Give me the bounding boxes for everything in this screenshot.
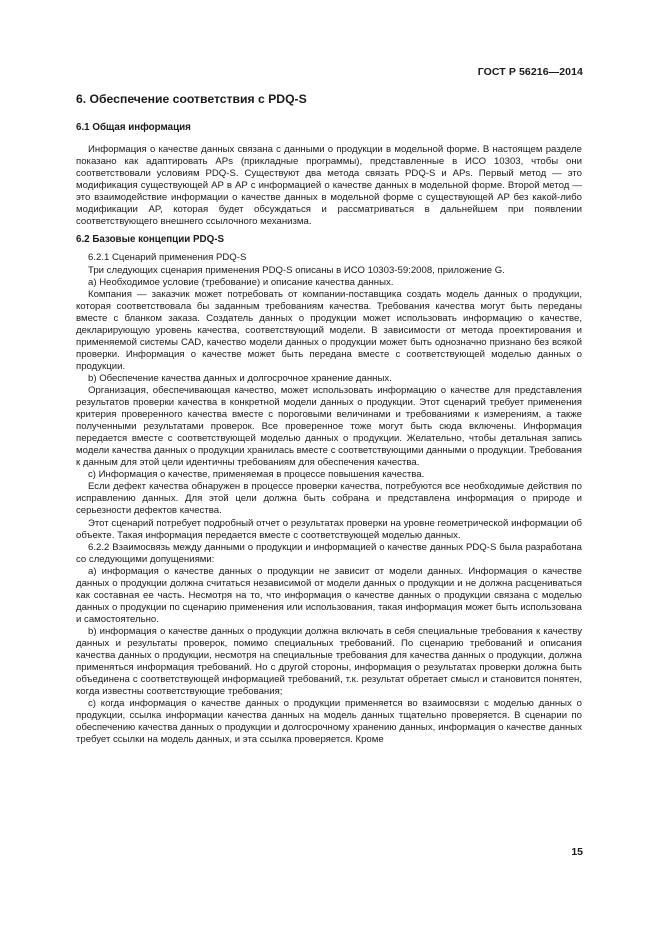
list-item: а) информация о качестве данных о продукции не зависит от модели данных. Информация о качестве данных о продукции должна считаться независимой от модели данных о продукции и не должна расцениваться как составная ее часть. Несмотря на то, что информация о качестве данных о продукции связана с моделью данных о продукции по сценарию применения или использования, такая информация может быть использована и самостоятельно. xyxy=(76,565,582,625)
subsection-title-6-1: 6.1 Общая информация xyxy=(76,122,191,134)
subsection-title-6-2: 6.2 Базовые концепции PDQ-S xyxy=(76,234,225,246)
paragraph: 6.2.2 Взаимосвязь между данными о продукции и информацией о качестве данных PDQ-S была разработана со следующими допущениями: xyxy=(76,541,582,565)
paragraph: Три следующих сценария применения PDQ-S описаны в ИСО 10303-59:2008, приложение G. xyxy=(88,264,505,276)
list-item: b) информация о качестве данных о продукции должна включать в себя специальные требования к качеству данных и результаты проверок, помимо специальных требований. По сценарию требований и описания качества данных о продукции, несмотря на специальные требования для качества данных о продукции, должна применяться информация требований. Но с другой стороны, информация о результатах проверки должна быть объединена с соответствующей информацией требований, т.к. результат обретает смысл и становится понятен, когда известны соответствующие требования; xyxy=(76,625,582,698)
paragraph: Компания — заказчик может потребовать от компании-поставщика создать модель данных о продукции, которая соответствовала бы заданным требованиям качества. Требования качества могут быть переданы вместе с бланком заказа. Создатель данных о продукции может использовать информацию о качестве, декларирующую уровень качества, соответствующий модели. В зависимости от метода проектирования и применяемой системы CAD, качество модели данных о продукции может быть однозначно признано без всякой проверки. Информация о качестве может быть передана вместе с соответствующей моделью данных о продукции. xyxy=(76,288,582,372)
paragraph: Информация о качестве данных связана с данными о продукции в модельной форме. В настоящем разделе показано как адаптировать APs (прикладные программы), представленные в ИСО 10303, чтобы они соответствовали условиям PDQ-S. Существуют два метода связать PDQ-S и APs. Первый метод — это модификация существующей AP в AP с информацией о качестве данных в модельной форме. Второй метод — это взаимодействие информации о качестве данных в модельной форме с существующей AP без какой-либо модификации AP, которая будет обсуждаться и рассматриваться в дальнейшем при появлении соответствующего внешнего ссылочного механизма. xyxy=(76,144,582,228)
list-item: c) когда информация о качестве данных о продукции применяется во взаимосвязи с моделью данных о продукции, ссылка информации качества данных на модель данных тщательно проверяется. В сценарии по обеспечению качества данных о продукции и долгосрочному хранению данных, информация о качестве данных требует ссылки на модель данных, и эта ссылка проверяется. Кроме xyxy=(76,698,582,746)
paragraph: Организация, обеспечивающая качество, может использовать информацию о качестве для представления результатов проверки качества в конкретной модели данных о продукции. Этот сценарий требует применения критерия проверенного качества вместе с пороговыми величинами и требованиями к измерениям, а также полученными результатами проверок. Все проверенное тоже могут быть сюда включены. Информация передается вместе с соответствующей моделью данных о продукции. Желательно, чтобы детальная запись модели качества данных о продукции хранилась вместе с соответствующими данными о продукции. Требования к данным для этой цели идентичны требованиям для обеспечения качества. xyxy=(76,384,582,469)
paragraph: Если дефект качества обнаружен в процессе проверки качества, потребуются все необходимые действия по исправлению данных. Для этой цели должна быть собрана и представлена информация о природе и серьезности дефектов качества. xyxy=(76,481,582,517)
list-item: c) Информация о качестве, применяемая в процессе повышения качества. xyxy=(88,469,425,481)
list-item: b) Обеспечение качества данных и долгосрочное хранение данных. xyxy=(88,372,392,384)
list-item: а) Необходимое условие (требование) и описание качества данных. xyxy=(88,276,394,288)
document-code: ГОСТ Р 56216—2014 xyxy=(477,66,583,78)
paragraph: Этот сценарий потребует подробный отчет о результатах проверки на уровне геометрической информации об объекте. Такая информация передается вместе с соответствующей моделью данных. xyxy=(76,517,582,541)
paragraph: 6.2.1 Сценарий применения PDQ-S xyxy=(88,252,247,264)
page-number: 15 xyxy=(571,846,583,858)
document-body xyxy=(76,93,582,746)
section-title: 6. Обеспечение соответствия с PDQ-S xyxy=(76,92,307,106)
